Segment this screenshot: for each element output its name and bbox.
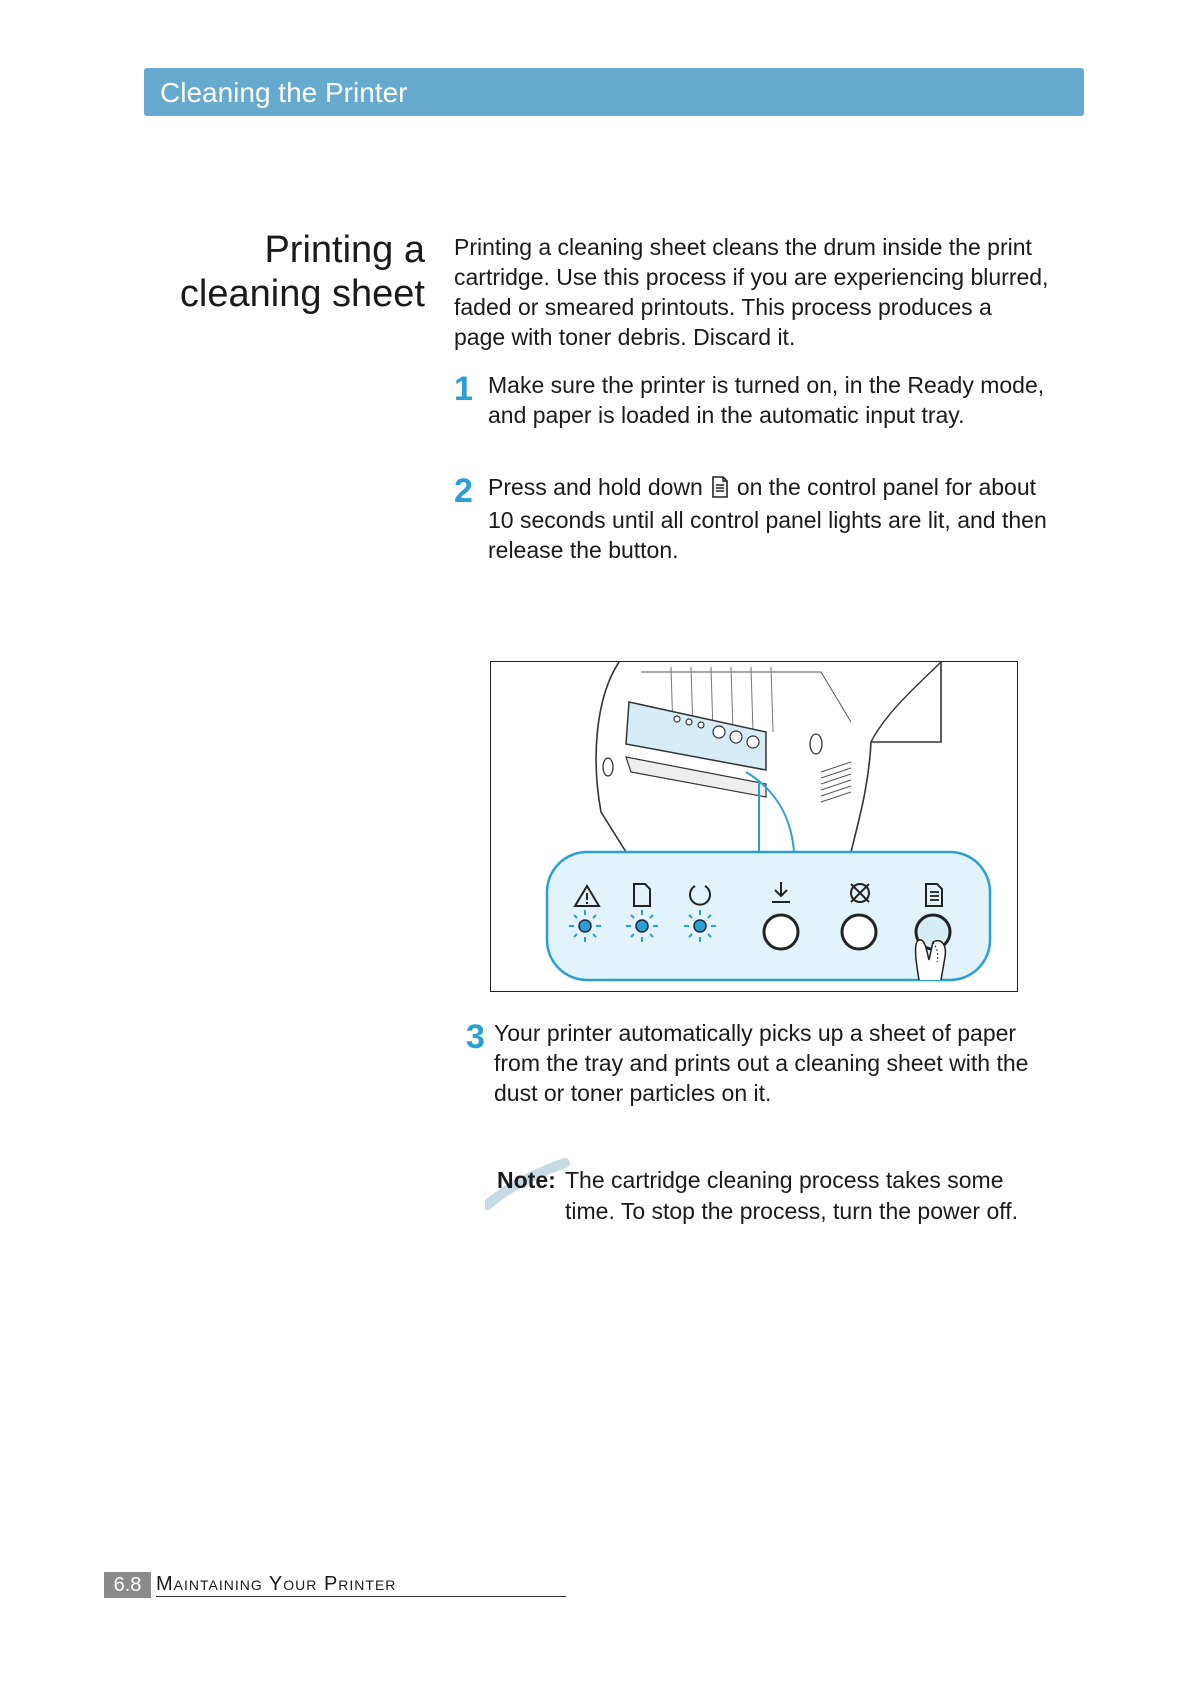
error-light (567, 908, 603, 944)
note-line: The cartridge cleaning process takes some (565, 1167, 1004, 1193)
step-number: 2 (454, 472, 473, 510)
intro-paragraph (454, 232, 1094, 352)
note-label: Note: (497, 1167, 556, 1193)
footer-rule (156, 1596, 566, 1597)
cancel-icon (847, 880, 873, 906)
step-line: and paper is loaded in the automatic input tray. (488, 402, 965, 428)
header-title: Cleaning the Printer (160, 77, 408, 108)
step-number: 3 (466, 1018, 485, 1056)
error-warning-icon (573, 884, 601, 908)
paper-light (624, 908, 660, 944)
intro-line: Printing a cleaning sheet cleans the drum inside the print (454, 234, 1032, 260)
intro-line: page with toner debris. Discard it. (454, 324, 796, 350)
page-number: 6.8 (104, 1572, 151, 1598)
demo-page-icon (923, 882, 945, 908)
step-line-start: Press and hold down (488, 474, 703, 500)
step-1 (454, 370, 1094, 440)
step-2 (454, 472, 1094, 568)
section-title-line1: Printing a (264, 229, 425, 271)
intro-line: faded or smeared printouts. This process produces a (454, 294, 992, 320)
chapter-title: Maintaining Your Printer (156, 1573, 397, 1595)
step-line: Make sure the printer is turned on, in the Ready mode, (488, 372, 1045, 398)
step-line: release the button. (488, 537, 679, 563)
step-number: 1 (454, 370, 473, 408)
section-title (150, 228, 425, 316)
step-line: Your printer automatically picks up a sheet of paper (494, 1020, 1017, 1046)
online-light (682, 908, 718, 944)
step-text (488, 472, 1047, 565)
control-panel-illustration (490, 661, 1018, 992)
step-3 (460, 1018, 1100, 1114)
section-title-line2: cleaning sheet (179, 273, 425, 315)
step-line-end: on the control panel for about (736, 474, 1037, 500)
online-power-icon (687, 882, 713, 908)
step-line: 10 seconds until all control panel lights are lit, and then (488, 507, 1047, 533)
upload-icon (769, 880, 793, 906)
step-text (488, 370, 1044, 430)
step-line: from the tray and prints out a cleaning sheet with the (494, 1050, 1029, 1076)
note-text (565, 1165, 1065, 1227)
cancel-button (839, 912, 879, 952)
demo-page-icon (711, 475, 729, 505)
header-banner (144, 68, 1084, 116)
intro-line: cartridge. Use this process if you are experiencing blurred, (454, 264, 1049, 290)
demo-button-pressed (911, 912, 971, 982)
upload-button (761, 912, 801, 952)
note-line: time. To stop the process, turn the power off. (565, 1198, 1019, 1224)
step-line (488, 472, 1047, 505)
step-text (494, 1018, 1028, 1108)
paper-icon (631, 882, 653, 908)
step-line: dust or toner particles on it. (494, 1080, 772, 1106)
